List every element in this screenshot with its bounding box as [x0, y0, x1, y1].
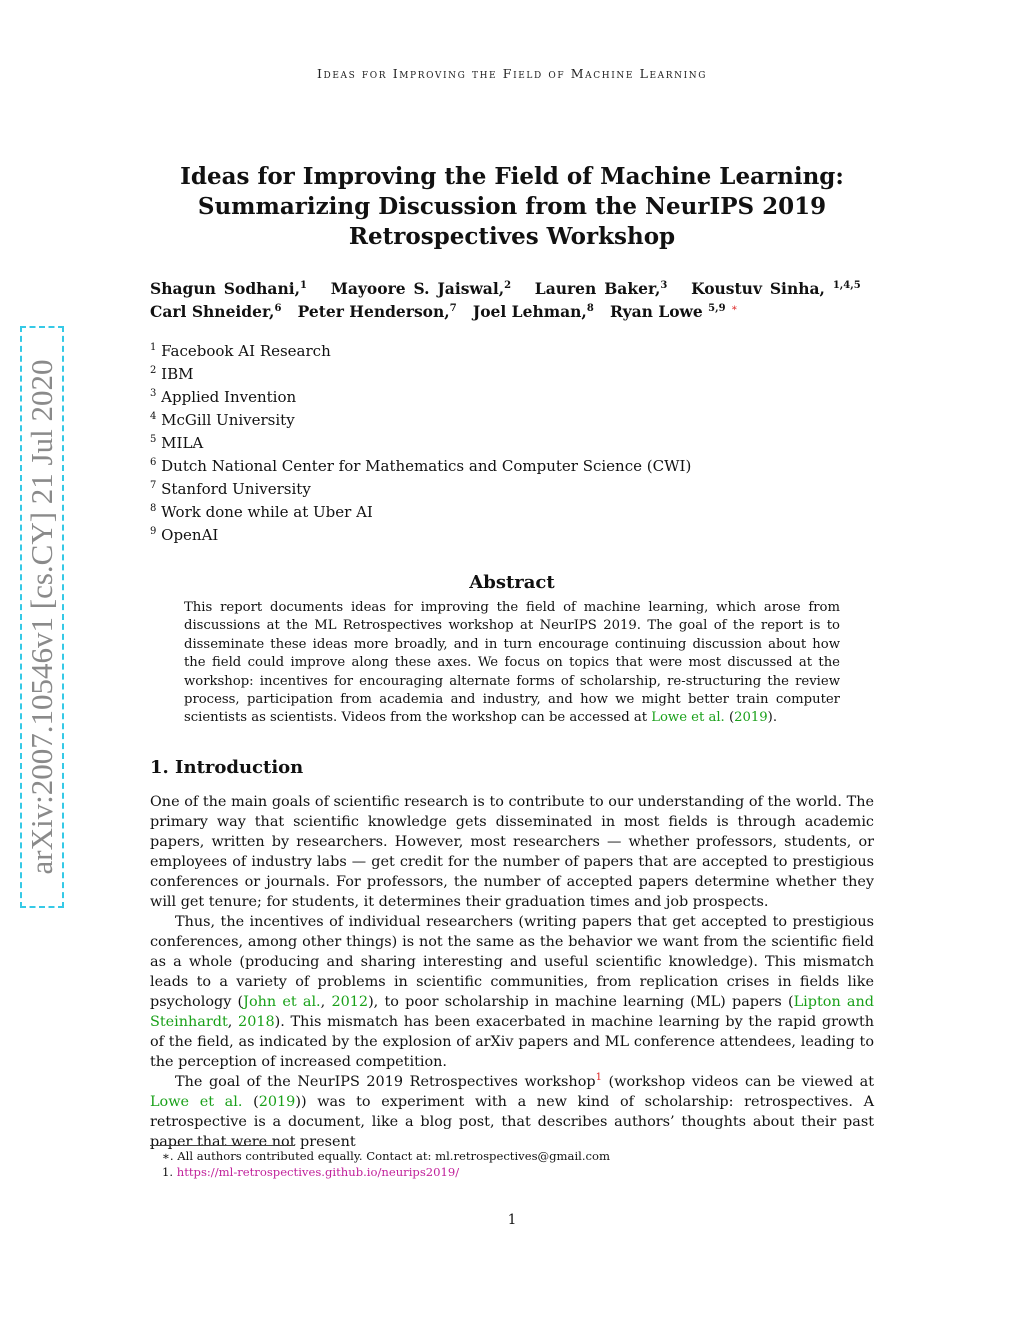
author: Joel Lehman,$^8$	[472, 302, 594, 322]
paragraph: One of the main goals of scientific research is to contribute to our understanding of the world. The primary way that scientific knowledge gets disseminated in most fields is through academic papers, written by researchers. However, most researchers — whether professors, students, or employees of industry labs — get credit for the number of papers that are accepted to prestigious conferences or journals. For professors, the number of accepted papers determine whether they will get tenure; for students, it determines their graduation times and job prospects.	[150, 794, 874, 910]
affiliation: $^6$ Dutch National Center for Mathematics and Computer Science (CWI)	[150, 457, 692, 475]
citation-year-link[interactable]: 2012	[331, 994, 369, 1010]
affiliation: $^5$ MILA	[150, 434, 204, 452]
citation-year-link[interactable]: 2019	[734, 710, 768, 726]
author: Ryan Lowe $^{5,9}$	[610, 302, 726, 322]
paper-title	[150, 162, 874, 252]
footnotes	[150, 1145, 874, 1180]
footnote-rule	[150, 1145, 295, 1146]
author: Koustuv Sinha, $^{1,4,5}$	[691, 279, 861, 299]
footnote: 1. https://ml-retrospectives.github.io/neurips2019/	[162, 1165, 460, 1179]
title-line: Ideas for Improving the Field of Machine Learning:	[180, 163, 844, 190]
footnote-url-link[interactable]: https://ml-retrospectives.github.io/neurips2019/	[176, 1165, 460, 1179]
section-heading: 1. Introduction	[150, 757, 304, 778]
title-line: Summarizing Discussion from the NeurIPS 2019	[197, 193, 827, 220]
author: Carl Shneider,$^6$	[150, 302, 282, 322]
citation-link[interactable]: Lowe et al.	[150, 1094, 243, 1110]
affiliation: $^1$ Facebook AI Research	[150, 342, 331, 360]
footnote: ∗. All authors contributed equally. Contact at: ml.retrospectives@gmail.com	[162, 1149, 611, 1163]
footnote-marker-link[interactable]: 1	[595, 1072, 602, 1084]
author: Shagun Sodhani,$^1$	[150, 279, 307, 299]
citation-link[interactable]: Lowe et al.	[651, 710, 725, 726]
affiliation: $^3$ Applied Invention	[150, 388, 297, 406]
affiliation-list	[150, 338, 750, 545]
title-line: Retrospectives Workshop	[348, 223, 676, 250]
arxiv-identifier: arXiv:2007.10546v1 [cs.CY] 21 Jul 2020	[24, 359, 59, 875]
citation-link[interactable]: John et al.	[243, 994, 321, 1010]
page-number: 1	[507, 1212, 517, 1228]
arxiv-stamp-link[interactable]	[20, 326, 64, 908]
affiliation: $^2$ IBM	[150, 365, 194, 383]
affiliation: $^8$ Work done while at Uber AI	[150, 503, 373, 521]
affiliation: $^9$ OpenAI	[150, 526, 219, 544]
abstract-body: This report documents ideas for improving the field of machine learning, which arose from discussions at the ML Retrospectives workshop at NeurIPS 2019. The goal of the report is to disseminate these ideas more broadly, and in turn encourage continuing discussion about how the field could improve along these axes. We focus on topics that were most discussed at the workshop: incentives for encouraging alternate forms of scholarship, re-structuring the review process, participation from academia and industry, and how we might better train computer scientists as scientists. Videos from the workshop can be accessed at Lowe et al. (2019).	[184, 600, 840, 726]
author-list	[150, 276, 874, 322]
citation-link[interactable]: Lipton and Steinhardt	[150, 994, 874, 1030]
citation-year-link[interactable]: 2018	[238, 1014, 275, 1030]
affiliation: $^7$ Stanford University	[150, 480, 311, 498]
paragraph: Thus, the incentives of individual researchers (writing papers that get accepted to prestigious conferences, among other things) is not the same as the behavior we want from the scientific field as a whole (producing and sharing interesting and useful scientific knowledge). This mismatch leads to a variety of problems in scientific communities, from replication crises in fields like psychology (John et al., 2012), to poor scholarship in machine learning (ML) papers (Lipton and Steinhardt, 2018). This mismatch has been exacerbated in machine learning by the rapid growth of the field, as indicated by the explosion of arXiv papers and ML conference attendees, leading to the perception of increased competition.	[150, 914, 874, 1070]
equal-contribution-mark[interactable]: ∗	[730, 303, 738, 315]
author: Lauren Baker,$^3$	[534, 279, 668, 299]
author: Peter Henderson,$^7$	[297, 302, 457, 322]
paragraph: The goal of the NeurIPS 2019 Retrospectives workshop$^1$ (workshop videos can be viewed at Lowe et al. (2019)) was to experiment with a new kind of scholarship: retrospectives. A retrospective is a document, like a blog post, that describes authors’ thoughts about their past paper that were not present	[150, 1072, 874, 1150]
abstract-heading: Abstract	[469, 572, 555, 593]
author: Mayoore S. Jaiswal,$^2$	[330, 279, 512, 299]
running-head: Ideas for Improving the Field of Machine Learning	[316, 66, 708, 81]
citation-year-link[interactable]: 2019	[258, 1094, 296, 1110]
introduction-body	[150, 792, 874, 1152]
affiliation: $^4$ McGill University	[150, 411, 295, 429]
